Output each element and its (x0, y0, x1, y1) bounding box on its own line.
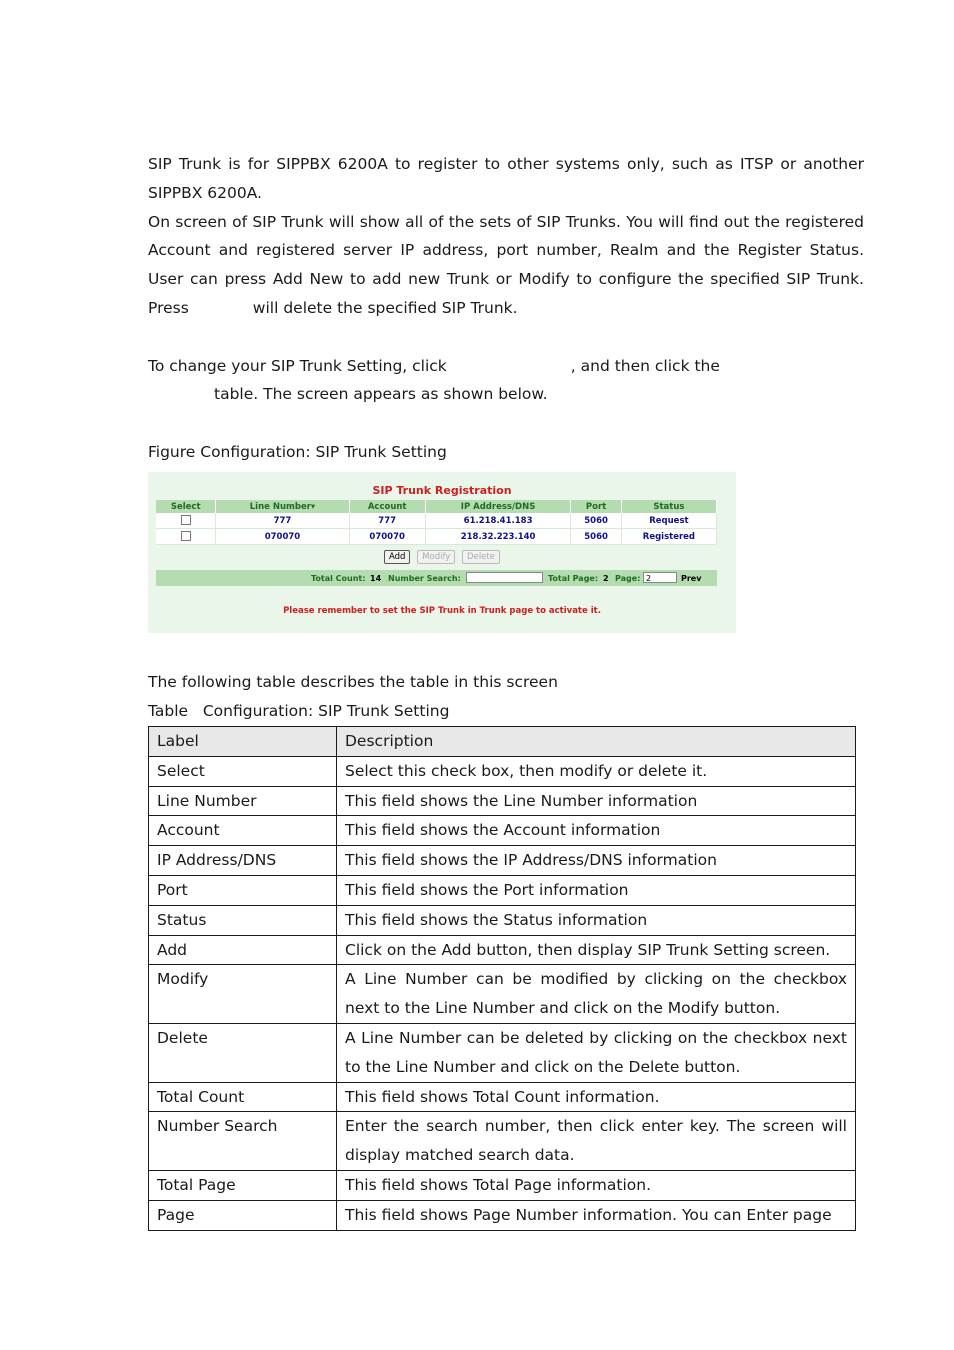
port-cell: 5060 (571, 529, 621, 545)
line-number-cell: 777 (216, 513, 349, 529)
col-ip-address: IP Address/DNS (425, 500, 571, 513)
table-caption: Table Configuration: SIP Trunk Setting (148, 702, 450, 720)
row-description: This field shows the IP Address/DNS information (337, 846, 856, 876)
row-description: Enter the search number, then click enter key. The screen will display matched search data. (337, 1112, 856, 1171)
pagination-bar (156, 570, 717, 586)
row-description: A Line Number can be deleted by clicking on the checkbox next to the Line Number and click on the Delete button. (337, 1023, 856, 1082)
table-row (149, 965, 856, 1024)
total-count-value: 14 (370, 574, 382, 583)
row-description: This field shows Page Number information. You can Enter page (337, 1200, 856, 1230)
table-row (149, 786, 856, 816)
row-label: Add (149, 935, 337, 965)
ip-cell: 61.218.41.183 (425, 513, 571, 529)
row-label: Port (149, 875, 337, 905)
row-description: This field shows Total Count information. (337, 1082, 856, 1112)
row-label: Modify (149, 965, 337, 1024)
row-description: Select this check box, then modify or delete it. (337, 756, 856, 786)
table-row (149, 1023, 856, 1082)
table-intro: The following table describes the table in this screen (148, 673, 558, 691)
add-button[interactable]: Add (384, 550, 410, 564)
intro-paragraph-2 (148, 208, 864, 323)
page-input[interactable]: 2 (643, 572, 677, 583)
intro-paragraph-3 (148, 352, 864, 410)
row-checkbox[interactable] (181, 531, 191, 541)
row-description: Click on the Add button, then display SIP Trunk Setting screen. (337, 935, 856, 965)
sip-trunk-title: SIP Trunk Registration (372, 484, 512, 497)
select-cell (156, 529, 216, 545)
row-description: This field shows the Line Number information (337, 786, 856, 816)
intro-paragraph-3-b: , and then click the (570, 356, 720, 375)
row-label: Page (149, 1200, 337, 1230)
port-cell: 5060 (571, 513, 621, 529)
delete-button[interactable]: Delete (462, 550, 500, 564)
select-cell (156, 513, 216, 529)
intro-paragraph-3-c: table. The screen appears as shown below. (214, 385, 548, 404)
row-label: Total Count (149, 1082, 337, 1112)
status-cell: Registered (621, 529, 716, 545)
status-cell: Request (621, 513, 716, 529)
table-row (149, 816, 856, 846)
row-label: Total Page (149, 1170, 337, 1200)
number-search-input[interactable] (466, 572, 543, 583)
line-number-cell: 070070 (216, 529, 349, 545)
table-row (149, 756, 856, 786)
prev-link[interactable]: Prev (681, 574, 702, 583)
col-line-number[interactable]: Line Number▾ (216, 500, 349, 513)
intro-paragraph-1: SIP Trunk is for SIPPBX 6200A to register to other systems only, such as ITSP or another SIPPBX 6200A. (148, 155, 864, 202)
label-header: Label (149, 727, 337, 757)
row-label: Delete (149, 1023, 337, 1082)
col-status: Status (621, 500, 716, 513)
row-label: Number Search (149, 1112, 337, 1171)
row-label: Line Number (149, 786, 337, 816)
row-label: Select (149, 756, 337, 786)
sip-trunk-table (156, 500, 717, 545)
action-buttons (148, 550, 736, 564)
col-port: Port (571, 500, 621, 513)
row-description: This field shows the Account information (337, 816, 856, 846)
description-header: Description (337, 727, 856, 757)
col-select: Select (156, 500, 216, 513)
description-header-row (149, 727, 856, 757)
table-row (149, 935, 856, 965)
figure-caption: Figure Configuration: SIP Trunk Setting (148, 442, 447, 461)
total-page-label: Total Page: (548, 574, 599, 583)
account-cell: 777 (349, 513, 425, 529)
page-label: Page: (615, 574, 641, 583)
row-label: Status (149, 905, 337, 935)
account-cell: 070070 (349, 529, 425, 545)
row-description: A Line Number can be modified by clicking on the checkbox next to the Line Number and click on the Modify button. (337, 965, 856, 1024)
sip-trunk-screenshot (148, 472, 736, 633)
sip-trunk-header-row (156, 500, 717, 513)
table-row (149, 1112, 856, 1171)
intro-paragraph-3-a: To change your SIP Trunk Setting, click (148, 356, 447, 375)
row-description: This field shows the Port information (337, 875, 856, 905)
row-description: This field shows the Status information (337, 905, 856, 935)
table-row (149, 846, 856, 876)
number-search-label: Number Search: (388, 574, 461, 583)
modify-button[interactable]: Modify (417, 550, 455, 564)
ip-cell: 218.32.223.140 (425, 529, 571, 545)
document-body (148, 150, 864, 467)
reminder-note: Please remember to set the SIP Trunk in Trunk page to activate it. (283, 606, 601, 616)
row-label: Account (149, 816, 337, 846)
row-label: IP Address/DNS (149, 846, 337, 876)
table-row (149, 1200, 856, 1230)
table-row (149, 1170, 856, 1200)
table-row (156, 513, 717, 529)
intro-paragraph-2-text: On screen of SIP Trunk will show all of the sets of SIP Trunks. You will find out the registered Account and registered server IP address, port number, Realm and the Register Status. User can press Add New to add new Trunk or Modify to configure the specified SIP Trunk. Press (148, 212, 864, 317)
row-checkbox[interactable] (181, 515, 191, 525)
total-count-label: Total Count: (311, 574, 366, 583)
table-row (149, 905, 856, 935)
table-row (149, 875, 856, 905)
intro-paragraph-2-end: will delete the specified SIP Trunk. (252, 298, 518, 317)
table-row (149, 1082, 856, 1112)
table-row (156, 529, 717, 545)
row-description: This field shows Total Page information. (337, 1170, 856, 1200)
total-page-value: 2 (603, 574, 609, 583)
col-account: Account (349, 500, 425, 513)
description-table (148, 726, 856, 1231)
